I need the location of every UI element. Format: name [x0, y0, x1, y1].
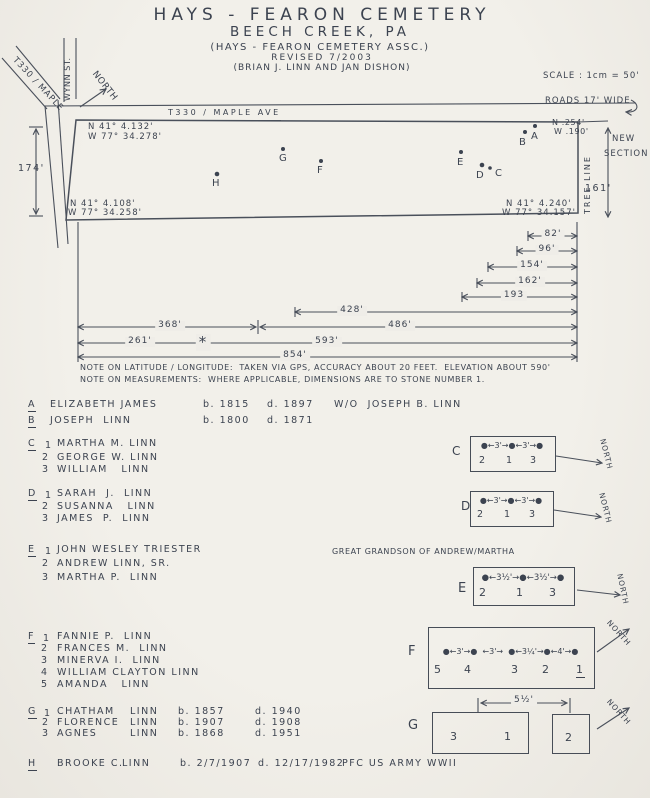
grave-d-row3-name: JAMES P. LINN [57, 513, 151, 524]
grave-e-row2-num: 2 [42, 558, 50, 569]
footnote-gps: NOTE ON LATITUDE / LONGITUDE: TAKEN VIA GPS, ACCURACY ABOUT 20 FEET. ELEVATION ABOUT 590' [80, 363, 551, 372]
grave-g-row2-num: 2 [42, 717, 50, 728]
grave-a-name: ELIZABETH JAMES [50, 399, 158, 410]
left-height-label: 174' [18, 163, 45, 174]
stone-dot-h [215, 172, 220, 177]
new-section-label-1: NEW [612, 134, 636, 144]
diagram-e-spacing: ●←3½'→●←3½'→● [481, 573, 565, 583]
grave-c-row1-name: MARTHA M. LINN [57, 438, 158, 449]
page-subtitle: BEECH CREEK, PA [229, 24, 411, 40]
diagram-f-stone-4: 4 [464, 663, 473, 676]
grave-d-marker: D [28, 489, 37, 501]
grave-g-row3-first: AGNES [57, 728, 98, 739]
stone-dot-d [480, 163, 485, 168]
grave-g-row2-last: LINN [130, 717, 159, 728]
plot-marker-g: G [279, 153, 287, 164]
grave-h-born: b. 2/7/1907 [180, 758, 252, 769]
diagram-f-north-label: NORTH [605, 618, 633, 648]
grave-stone-dots [215, 124, 537, 176]
diagram-g-label: G [408, 718, 420, 733]
diagram-e-stone-2: 2 [479, 586, 488, 599]
wynn-st-road-label: WYNN ST. [63, 57, 72, 101]
diagram-d-north-arrow [554, 510, 601, 517]
grave-d-row1-num: 1 [45, 490, 53, 501]
grave-f-row5-name: AMANDA LINN [57, 679, 150, 690]
grave-g-row3-last: LINN [130, 728, 159, 739]
dim-label-261: 261' [125, 337, 155, 347]
stone-dot-e [459, 150, 463, 154]
footnote-measurements: NOTE ON MEASUREMENTS: WHERE APPLICABLE, DIMENSIONS ARE TO STONE NUMBER 1. [80, 375, 485, 384]
page-title: HAYS - FEARON CEMETERY [153, 5, 491, 25]
right-height-label: 161' [585, 183, 612, 194]
diagram-d-spacing: ●←3'→●←3'→● [479, 496, 543, 505]
authors-line: (BRIAN J. LINN AND JAN DISHON) [233, 63, 411, 73]
plot-marker-f: F [317, 165, 323, 176]
gps-top-left-w: W 77° 34.278' [88, 132, 162, 142]
dim-star-marker: * [196, 334, 211, 351]
grave-f-row1-name: FANNIE P. LINN [57, 631, 153, 642]
dim-label-593: 593' [312, 337, 342, 347]
grave-a-marker: A [28, 400, 36, 412]
revised-line: REVISED 7/2003 [271, 53, 373, 63]
dim-label-428: 428' [337, 306, 367, 316]
grave-f-row5-num: 5 [41, 679, 49, 690]
gps-bottom-right-w: W 77° 34.157' [502, 208, 576, 218]
diagram-c-north-arrow [556, 456, 602, 463]
dim-label-368: 368' [155, 321, 185, 331]
grave-e-note: GREAT GRANDSON OF ANDREW/MARTHA [332, 547, 515, 556]
diagram-e-label: E [458, 581, 468, 596]
grave-e-row3-name: MARTHA P. LINN [57, 572, 159, 583]
diagram-f-stone-5: 5 [434, 663, 443, 676]
grave-d-row2-name: SUSANNA LINN [57, 501, 156, 512]
grave-c-row1-num: 1 [45, 440, 53, 451]
grave-c-row2-name: GEORGE W. LINN [57, 452, 159, 463]
diagram-c-north-label: NORTH [598, 437, 615, 471]
grave-f-row4-num: 4 [41, 667, 49, 678]
grave-e-row1-name: JOHN WESLEY TRIESTER [57, 544, 202, 555]
grave-c-row3-name: WILLIAM LINN [57, 464, 150, 475]
dim-label-82: 82' [542, 230, 565, 240]
grave-f-row2-num: 2 [41, 643, 49, 654]
dim-label-854: 854' [280, 351, 310, 361]
t330-road-edge-1-lower [45, 106, 58, 248]
grave-h-died: d. 12/17/1982 [258, 758, 345, 769]
association-line: (HAYS - FEARON CEMETERY ASSC.) [210, 42, 430, 53]
diagram-g-north-label: NORTH [605, 697, 633, 727]
gps-bottom-left-w: W 77° 34.258' [68, 208, 142, 218]
plot-marker-e: E [457, 157, 464, 168]
diagram-g-stone-1: 1 [504, 730, 513, 743]
gps-ab-n: N .254' [552, 118, 585, 127]
grave-h-marker: H [28, 759, 37, 771]
plot-marker-h: H [212, 178, 220, 189]
grave-e-row2-name: ANDREW LINN, SR. [57, 558, 171, 569]
plot-marker-b: B [519, 137, 526, 148]
diagram-d-stone-1: 1 [504, 509, 512, 520]
stone-dot-c [488, 166, 492, 170]
tree-line-label: TREE LINE [583, 155, 592, 214]
scale-note: SCALE : 1cm = 50' [543, 71, 640, 81]
dim-label-96: 96' [536, 245, 559, 255]
dim-label-154: 154' [517, 261, 547, 271]
grave-g-row1-died: d. 1940 [255, 706, 302, 717]
grave-f-marker: F [28, 632, 35, 644]
grave-d-row3-num: 3 [42, 513, 50, 524]
stone-dot-b [523, 130, 527, 134]
grave-a-born: b. 1815 [203, 399, 250, 410]
grave-c-row3-num: 3 [42, 464, 50, 475]
diagram-c-spacing: ●←3'→●←3'→● [480, 441, 544, 450]
north-label: NORTH [89, 69, 120, 103]
gps-ab-w: W .190' [554, 127, 589, 136]
grave-f-row4-name: WILLIAM CLAYTON LINN [57, 667, 200, 678]
grave-g-row2-first: FLORENCE [57, 717, 120, 728]
grave-g-marker: G [28, 707, 37, 719]
diagram-d-label: D [461, 499, 472, 513]
diagram-g-stone-3: 3 [450, 730, 459, 743]
grave-g-row1-num: 1 [44, 708, 52, 719]
grave-g-row1-first: CHATHAM [57, 706, 115, 717]
diagram-f-stone-3: 3 [511, 663, 520, 676]
gps-bottom-left-n: N 41° 4.108' [70, 199, 136, 209]
gps-bottom-right-n: N 41° 4.240' [506, 199, 572, 209]
grave-b-born: b. 1800 [203, 415, 250, 426]
diagram-f-label: F [408, 644, 417, 659]
diagram-c-stone-2: 2 [479, 455, 487, 466]
gps-top-left-n: N 41° 4.132' [88, 122, 154, 132]
grave-b-died: d. 1871 [267, 415, 314, 426]
roads-width-note: ROADS 17' WIDE [545, 96, 631, 106]
grave-g-row3-num: 3 [42, 728, 50, 739]
dim-label-162: 162' [515, 277, 545, 287]
grave-h-first: BROOKE C. [57, 758, 124, 769]
grave-d-row1-name: SARAH J. LINN [57, 488, 153, 499]
grave-c-row2-num: 2 [42, 452, 50, 463]
grave-e-row1-num: 1 [45, 546, 53, 557]
new-section-label-2: SECTION [604, 149, 649, 159]
t330-maple-road-label: T330 / MAPLE [10, 55, 66, 114]
diagram-f-spacing: ●←3'→● ←3'→ ●←3¼'→●←4'→● [442, 647, 579, 656]
diagram-d-north-label: NORTH [597, 491, 614, 525]
grave-g-row3-born: b. 1868 [178, 728, 225, 739]
grave-a-died: d. 1897 [267, 399, 314, 410]
grave-e-marker: E [28, 545, 36, 557]
diagram-e-stone-3: 3 [549, 586, 558, 599]
maple-ave-road-label: T330 / MAPLE AVE [168, 109, 281, 121]
diagram-f-stone-2: 2 [542, 663, 551, 676]
grave-g-row2-born: b. 1907 [178, 717, 225, 728]
diagram-e-north-arrow [577, 590, 620, 595]
grave-g-row2-died: d. 1908 [255, 717, 302, 728]
grave-f-row3-name: MINERVA I. LINN [57, 655, 161, 666]
stone-dot-g [281, 147, 285, 151]
diagram-e-stone-1: 1 [516, 586, 525, 599]
grave-f-row3-num: 3 [41, 655, 49, 666]
grave-b-marker: B [28, 416, 36, 428]
t330-road-edge-2-lower [58, 100, 68, 244]
grave-h-last: LINN [122, 758, 151, 769]
plot-marker-c: C [495, 168, 502, 179]
diagram-c-stone-1: 1 [506, 455, 514, 466]
grave-e-row3-num: 3 [42, 572, 50, 583]
grave-f-row2-name: FRANCES M. LINN [57, 643, 168, 654]
grave-a-note: W/O JOSEPH B. LINN [334, 399, 462, 410]
grave-c-marker: C [28, 439, 36, 451]
grave-g-row1-last: LINN [130, 706, 159, 717]
plot-marker-a: A [531, 131, 538, 142]
diagram-d-stone-2: 2 [477, 509, 485, 520]
grave-f-row1-num: 1 [43, 633, 51, 644]
grave-h-note: PFC US ARMY WWII [342, 758, 458, 769]
diagram-d-stone-3: 3 [529, 509, 537, 520]
stone-dot-a [533, 124, 537, 128]
dim-label-486: 486' [385, 321, 415, 331]
stone-dot-f [319, 159, 323, 163]
plot-marker-d: D [476, 170, 484, 181]
grave-b-name: JOSEPH LINN [50, 415, 132, 426]
grave-g-row1-born: b. 1857 [178, 706, 225, 717]
diagram-c-label: C [452, 444, 462, 458]
diagram-g-width-label: 5½' [511, 696, 537, 706]
grave-d-row2-num: 2 [42, 501, 50, 512]
diagram-g-stone-2: 2 [565, 731, 574, 744]
grave-g-row3-died: d. 1951 [255, 728, 302, 739]
dim-label-193: 193 [501, 291, 527, 301]
diagram-f-stone-1: 1 [576, 664, 585, 678]
diagram-c-stone-3: 3 [530, 455, 538, 466]
diagram-e-north-label: NORTH [615, 572, 631, 606]
